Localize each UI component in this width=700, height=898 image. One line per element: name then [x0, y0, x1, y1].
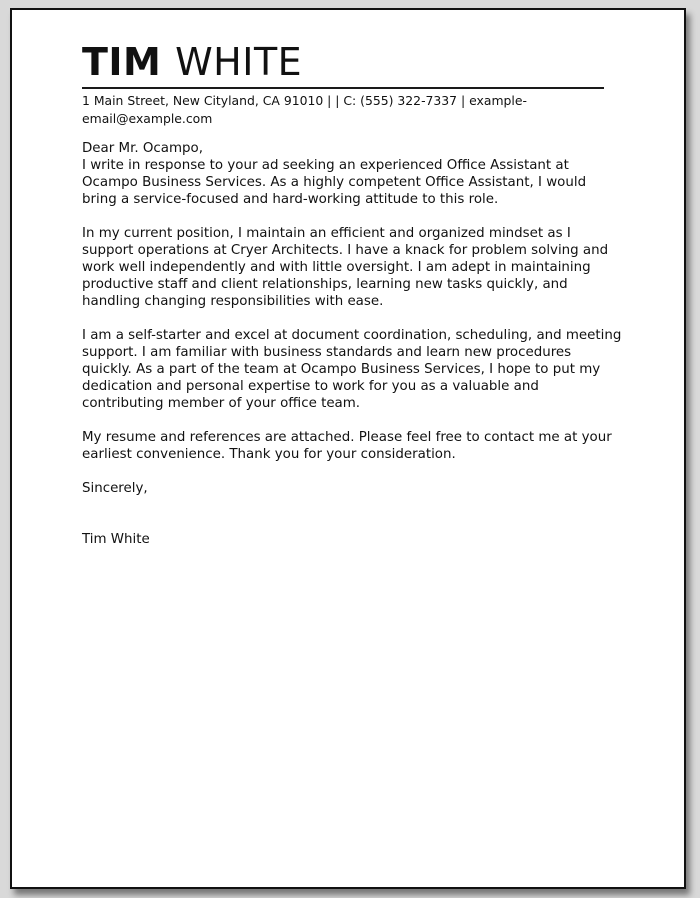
salutation: Dear Mr. Ocampo,: [82, 141, 203, 156]
paragraph-3: I am a self-starter and excel at document coordination, scheduling, and meeting support. I am familiar with business standards and learn new procedures quickly. As a part of the team at Ocampo Business Services, I hope to put my dedication and personal expertise to work for you as a valuable and contributing member of your office team.: [82, 328, 622, 411]
paragraph-1: I write in response to your ad seeking an experienced Office Assistant at Ocampo Business Services. As a highly competent Office Assistant, I would bring a service-focused and hard-working attitude to this role.: [82, 158, 587, 207]
closing: Sincerely,: [82, 481, 148, 496]
name-header: [82, 40, 604, 89]
paragraph-4: My resume and references are attached. Please feel free to contact me at your earliest convenience. Thank you for your consideration.: [82, 430, 612, 462]
name-first: TIM: [82, 40, 162, 84]
letter-page: [10, 8, 686, 889]
paragraph-2: In my current position, I maintain an efficient and organized mindset as I support operations at Cryer Architects. I have a knack for problem solving and work well independently and with little oversight. I am adept in maintaining productive staff and client relationships, learning new tasks quickly, and handling changing responsibilities with ease.: [82, 226, 609, 309]
signature: Tim White: [82, 532, 150, 547]
contact-line: 1 Main Street, New Cityland, CA 91010 | | C: (555) 322-7337 | example-email@example.com: [82, 93, 527, 126]
letter-content: [82, 40, 622, 548]
name-last: WHITE: [175, 40, 303, 84]
